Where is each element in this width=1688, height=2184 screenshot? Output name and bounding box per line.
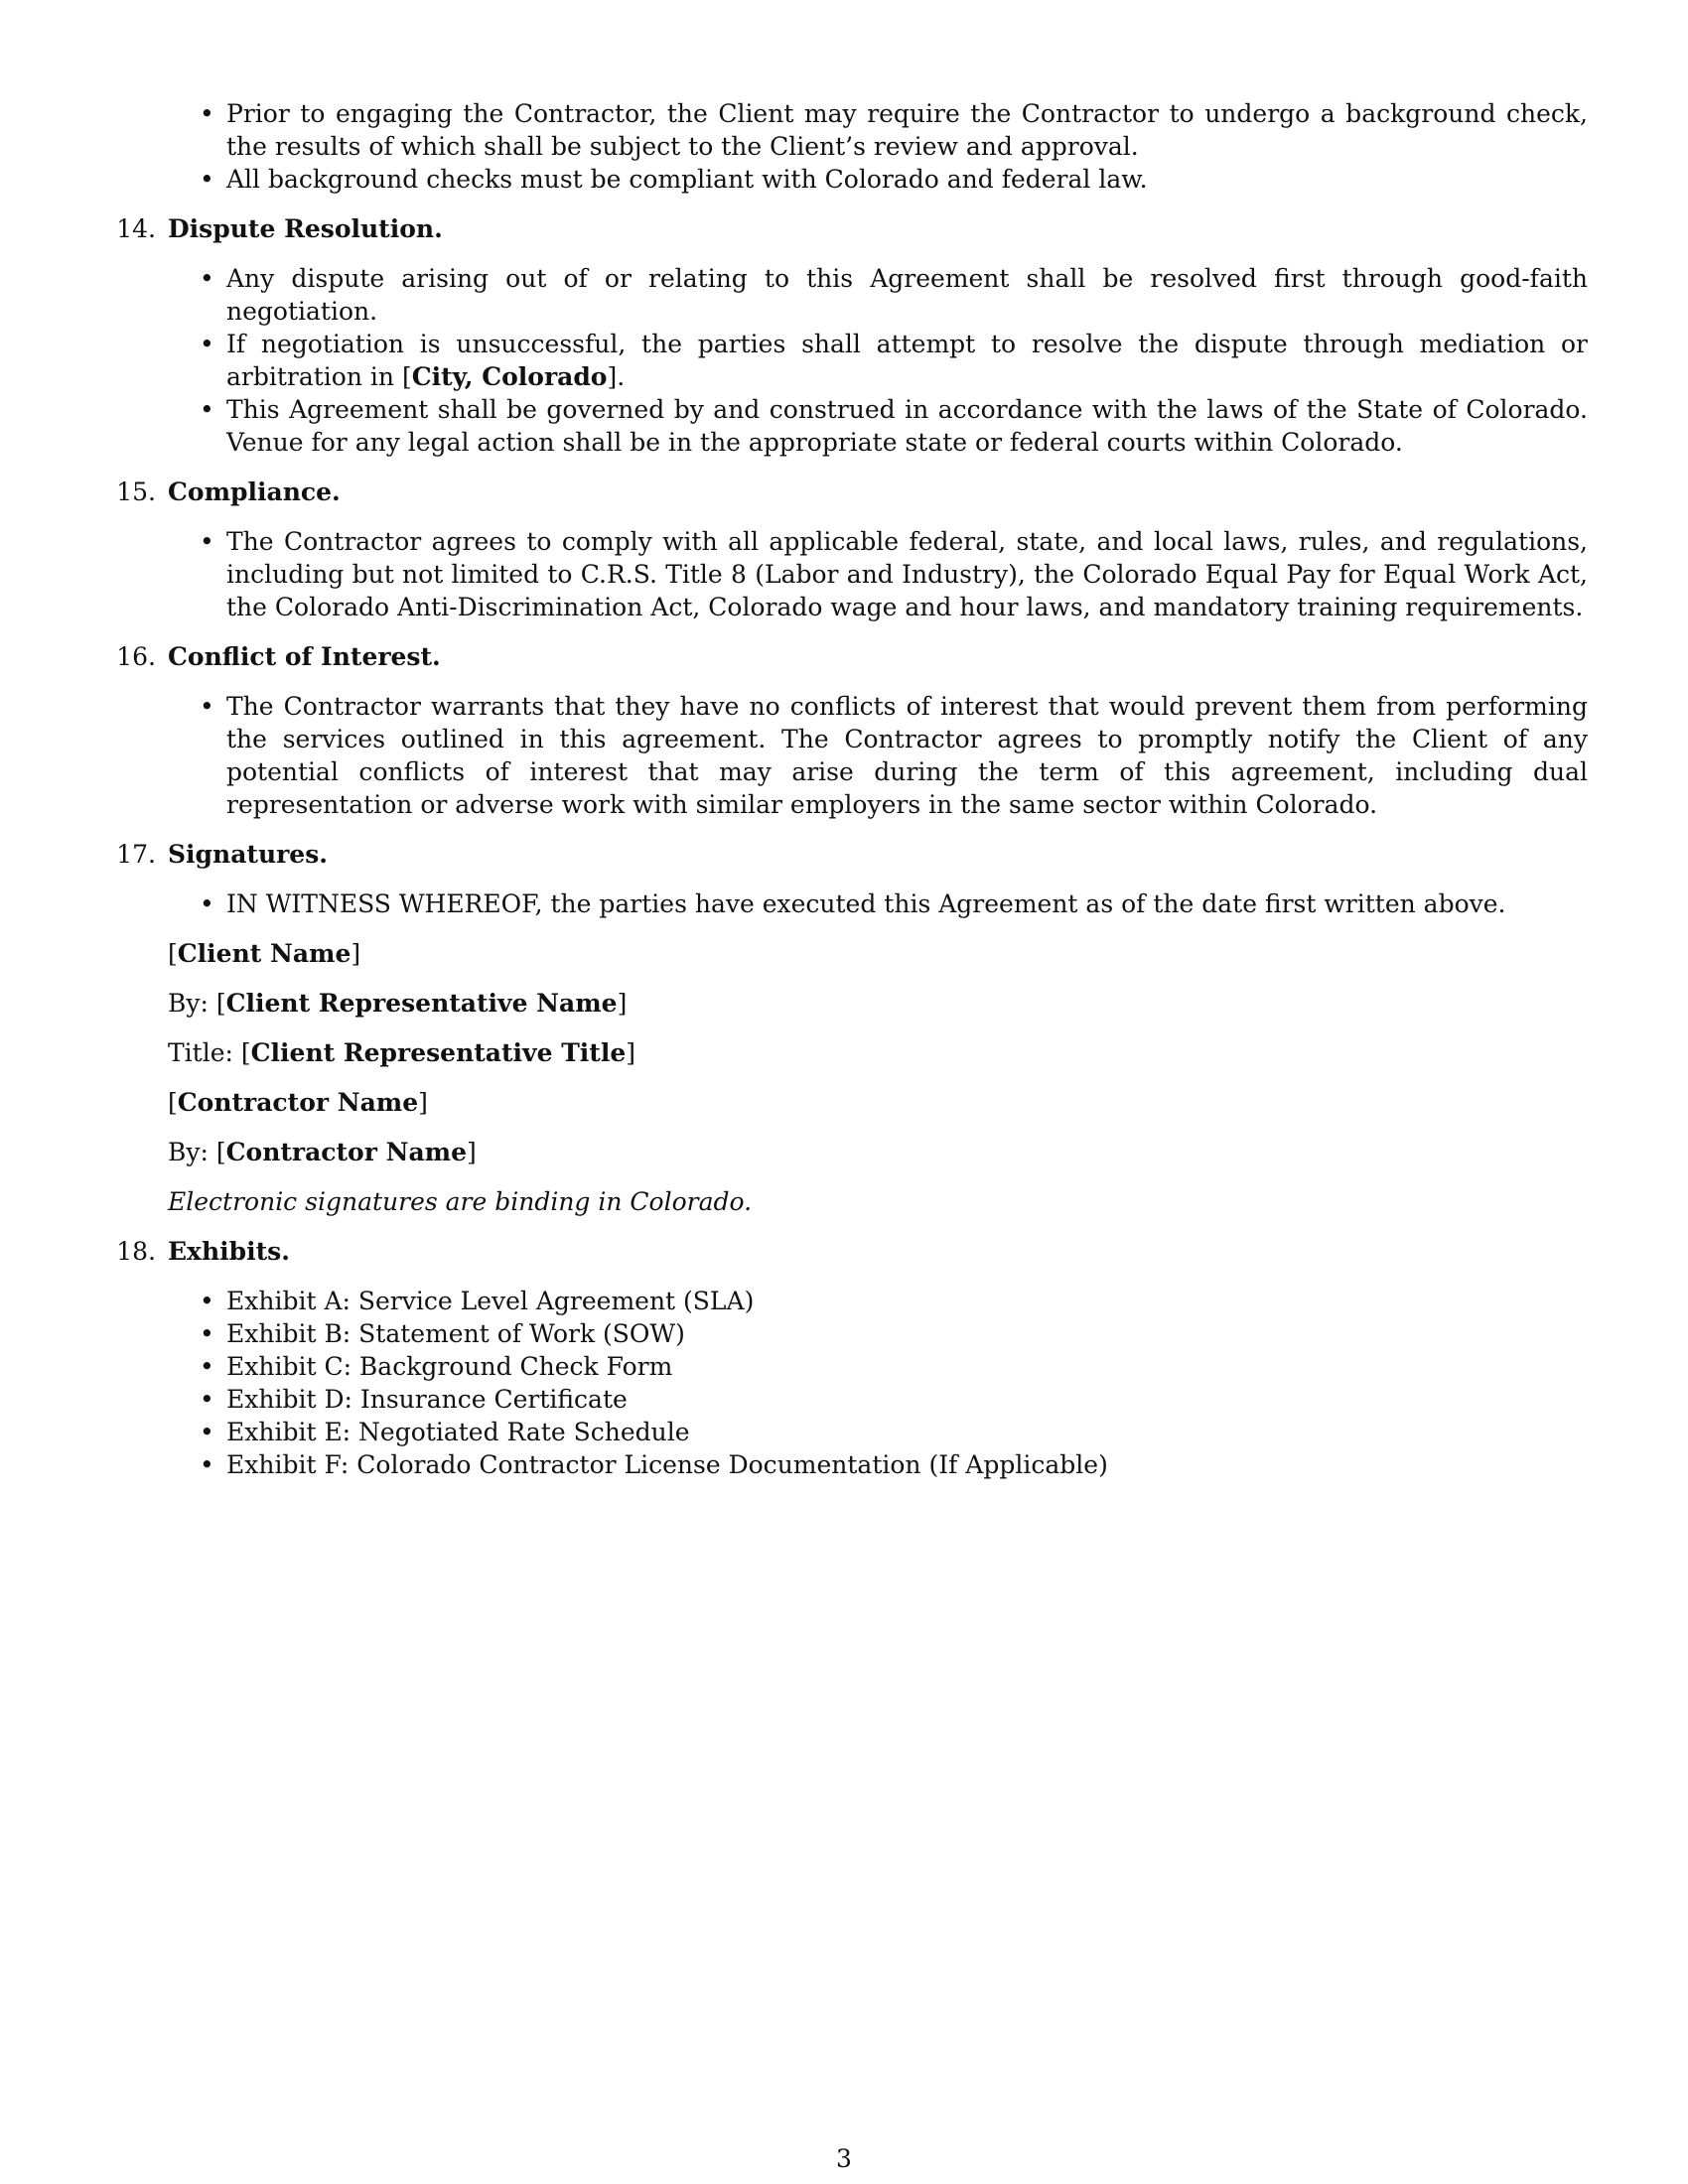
section-title: Compliance. xyxy=(168,478,341,506)
section-conflict-of-interest xyxy=(112,640,1588,673)
dispute-bullets xyxy=(112,262,1588,459)
section-title: Dispute Resolution. xyxy=(168,214,443,243)
section-compliance xyxy=(112,476,1588,508)
section-number: 17. xyxy=(116,840,156,869)
signature-client-name: [Client Name] xyxy=(168,939,361,968)
section-number: 15. xyxy=(116,478,156,506)
list-item: • Exhibit C: Background Check Form xyxy=(226,1350,1588,1383)
section-number: 14. xyxy=(116,214,156,243)
placeholder-city: City, Colorado xyxy=(411,362,608,391)
electronic-signature-note: Electronic signatures are binding in Colorado. xyxy=(168,1187,753,1216)
section-title: Exhibits. xyxy=(168,1237,290,1266)
page-number: 3 xyxy=(836,2144,852,2173)
list-item: • Any dispute arising out of or relating to this Agreement shall be resolved first through good-faith negotiation. xyxy=(226,262,1588,328)
title-label: Title: xyxy=(168,1038,233,1067)
list-item: • Prior to engaging the Contractor, the Client may require the Contractor to undergo a background check, the results of which shall be subject to the Client’s review and approval. xyxy=(226,97,1588,163)
client-name-placeholder: Client Name xyxy=(177,939,352,968)
list-item: • IN WITNESS WHEREOF, the parties have executed this Agreement as of the date first written above. xyxy=(226,887,1588,920)
signature-contractor-by: By: [Contractor Name] xyxy=(168,1138,477,1166)
signature-client-title: Title: [Client Representative Title] xyxy=(168,1038,636,1067)
section-signatures xyxy=(112,838,1588,871)
list-item: • Exhibit A: Service Level Agreement (SLA) xyxy=(226,1285,1588,1317)
list-item: • This Agreement shall be governed by and construed in accordance with the laws of the State of Colorado. Venue for any legal action shall be in the appropriate state or federal courts within Colorado. xyxy=(226,393,1588,459)
client-rep-title-placeholder: Client Representative Title xyxy=(250,1038,627,1067)
by-label: By: xyxy=(168,989,209,1018)
signature-client-by: By: [Client Representative Name] xyxy=(168,989,628,1018)
list-item: • Exhibit F: Colorado Contractor License Documentation (If Applicable) xyxy=(226,1448,1588,1481)
list-item: • Exhibit D: Insurance Certificate xyxy=(226,1383,1588,1416)
list-item: • If negotiation is unsuccessful, the parties shall attempt to resolve the dispute through mediation or arbitration in [City, Colorado]. xyxy=(226,328,1588,393)
signatures-bullets xyxy=(112,887,1588,920)
section-exhibits xyxy=(112,1235,1588,1268)
section-number: 18. xyxy=(116,1237,156,1266)
compliance-bullets xyxy=(112,525,1588,623)
exhibits-list xyxy=(112,1285,1588,1481)
section-title: Signatures. xyxy=(168,840,328,869)
list-item: • Exhibit B: Statement of Work (SOW) xyxy=(226,1317,1588,1350)
by-label: By: xyxy=(168,1138,209,1166)
background-check-bullets xyxy=(112,97,1588,196)
client-rep-name-placeholder: Client Representative Name xyxy=(225,989,618,1018)
section-dispute-resolution xyxy=(112,212,1588,245)
section-number: 16. xyxy=(116,642,156,671)
document-body xyxy=(112,97,1588,1481)
signature-contractor-name: [Contractor Name] xyxy=(168,1088,428,1117)
contractor-name-placeholder: Contractor Name xyxy=(177,1088,419,1117)
list-item: • All background checks must be compliant with Colorado and federal law. xyxy=(226,163,1588,196)
list-item: • Exhibit E: Negotiated Rate Schedule xyxy=(226,1416,1588,1448)
contractor-by-name-placeholder: Contractor Name xyxy=(225,1138,468,1166)
list-item: • The Contractor agrees to comply with all applicable federal, state, and local laws, rules, and regulations, including but not limited to C.R.S. Title 8 (Labor and Industry), the Colorado Equal Pay for Equal Work Act, the Colorado Anti-Discrimination Act, Colorado wage and hour laws, and mandatory training requirements. xyxy=(226,525,1588,623)
conflict-bullets xyxy=(112,690,1588,821)
list-item-text: If negotiation is unsuccessful, the parties shall attempt to resolve the dispute through mediation or arbitration in xyxy=(226,330,1588,391)
section-title: Conflict of Interest. xyxy=(168,642,441,671)
list-item: • The Contractor warrants that they have no conflicts of interest that would prevent them from performing the services outlined in this agreement. The Contractor agrees to promptly notify the Client of any potential conflicts of interest that may arise during the term of this agreement, including dual representation or adverse work with similar employers in the same sector within Colorado. xyxy=(226,690,1588,821)
